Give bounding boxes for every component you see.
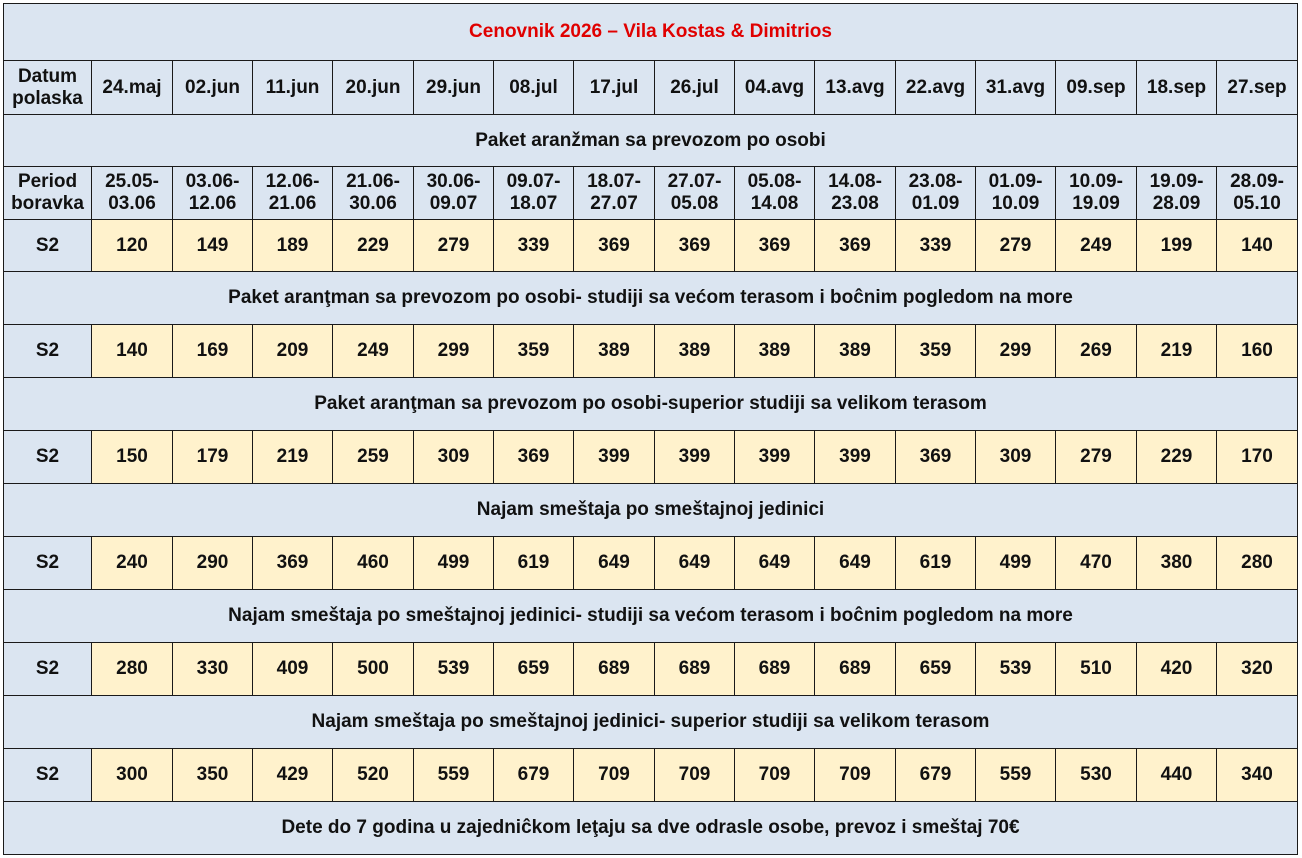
price-cell: 369 bbox=[735, 220, 815, 272]
period-row bbox=[4, 167, 1298, 220]
price-cell: 530 bbox=[1056, 749, 1137, 802]
price-cell: 369 bbox=[655, 220, 735, 272]
period-cell bbox=[1137, 167, 1217, 220]
price-cell: 359 bbox=[494, 325, 574, 378]
price-cell: 689 bbox=[735, 643, 815, 696]
price-cell: 280 bbox=[1217, 537, 1298, 590]
period-label bbox=[4, 167, 92, 220]
price-cell: 330 bbox=[173, 643, 253, 696]
price-cell: 320 bbox=[1217, 643, 1298, 696]
departure-date-cell: 08.jul bbox=[494, 61, 574, 115]
period-cell bbox=[976, 167, 1056, 220]
period-cell bbox=[735, 167, 815, 220]
footnote-row bbox=[4, 802, 1298, 855]
departure-date-cell: 22.avg bbox=[896, 61, 976, 115]
section-heading-row bbox=[4, 484, 1298, 537]
period-end: 19.09 bbox=[1072, 193, 1120, 214]
price-cell: 709 bbox=[655, 749, 735, 802]
price-cell: 249 bbox=[1056, 220, 1137, 272]
period-cell bbox=[173, 167, 253, 220]
period-start: 12.06- bbox=[265, 171, 320, 192]
price-cell: 219 bbox=[253, 431, 333, 484]
price-cell: 199 bbox=[1137, 220, 1217, 272]
period-label-line-1: Period bbox=[17, 171, 78, 192]
page-title: Cenovnik 2026 – Vila Kostas & Dimitrios bbox=[4, 4, 1298, 61]
price-cell: 539 bbox=[976, 643, 1056, 696]
price-cell: 709 bbox=[815, 749, 896, 802]
price-cell: 299 bbox=[976, 325, 1056, 378]
price-cell: 649 bbox=[815, 537, 896, 590]
departure-date-cell: 20.jun bbox=[333, 61, 414, 115]
price-cell: 280 bbox=[92, 643, 173, 696]
price-cell: 300 bbox=[92, 749, 173, 802]
price-cell: 409 bbox=[253, 643, 333, 696]
price-cell: 189 bbox=[253, 220, 333, 272]
departure-label-line-2: polaska bbox=[12, 87, 83, 109]
period-end: 05.10 bbox=[1233, 193, 1281, 214]
price-table bbox=[3, 3, 1298, 855]
price-cell: 229 bbox=[1137, 431, 1217, 484]
period-cell bbox=[333, 167, 414, 220]
price-cell: 679 bbox=[494, 749, 574, 802]
price-cell: 619 bbox=[494, 537, 574, 590]
departure-date-cell: 09.sep bbox=[1056, 61, 1137, 115]
price-row bbox=[4, 325, 1298, 378]
period-end: 09.07 bbox=[429, 193, 478, 214]
room-type-label: S2 bbox=[4, 537, 92, 590]
footnote: Dete do 7 godina u zajedniĉkom leţaju sa dve odrasle osobe, prevoz i smeštaj 70€ bbox=[4, 802, 1298, 855]
price-cell: 249 bbox=[333, 325, 414, 378]
price-cell: 350 bbox=[173, 749, 253, 802]
period-cell bbox=[1217, 167, 1298, 220]
price-cell: 389 bbox=[655, 325, 735, 378]
period-start: 03.06- bbox=[185, 171, 240, 192]
price-cell: 369 bbox=[815, 220, 896, 272]
price-cell: 160 bbox=[1217, 325, 1298, 378]
price-cell: 679 bbox=[896, 749, 976, 802]
period-start: 09.07- bbox=[506, 171, 561, 192]
price-cell: 420 bbox=[1137, 643, 1217, 696]
period-end: 01.09 bbox=[911, 193, 960, 214]
period-cell bbox=[574, 167, 655, 220]
section-heading-row bbox=[4, 378, 1298, 431]
price-cell: 279 bbox=[414, 220, 494, 272]
departure-date-cell: 17.jul bbox=[574, 61, 655, 115]
price-cell: 559 bbox=[414, 749, 494, 802]
period-end: 10.09 bbox=[991, 193, 1040, 214]
period-cell bbox=[655, 167, 735, 220]
price-cell: 649 bbox=[735, 537, 815, 590]
period-end: 30.06 bbox=[349, 193, 397, 214]
section-heading-row bbox=[4, 696, 1298, 749]
price-cell: 399 bbox=[735, 431, 815, 484]
price-cell: 229 bbox=[333, 220, 414, 272]
section-heading: Najam smeštaja po smeštajnoj jedinici bbox=[4, 484, 1298, 537]
price-cell: 120 bbox=[92, 220, 173, 272]
title-row bbox=[4, 4, 1298, 61]
price-cell: 259 bbox=[333, 431, 414, 484]
price-cell: 389 bbox=[735, 325, 815, 378]
price-cell: 279 bbox=[976, 220, 1056, 272]
departure-date-cell: 27.sep bbox=[1217, 61, 1298, 115]
price-cell: 279 bbox=[1056, 431, 1137, 484]
departure-date-cell: 02.jun bbox=[173, 61, 253, 115]
price-cell: 299 bbox=[414, 325, 494, 378]
price-row bbox=[4, 643, 1298, 696]
period-end: 03.06 bbox=[108, 193, 156, 214]
price-cell: 340 bbox=[1217, 749, 1298, 802]
price-cell: 369 bbox=[253, 537, 333, 590]
price-cell: 399 bbox=[655, 431, 735, 484]
departure-date-cell: 11.jun bbox=[253, 61, 333, 115]
period-start: 25.05- bbox=[105, 171, 159, 192]
price-cell: 689 bbox=[655, 643, 735, 696]
period-start: 28.09- bbox=[1230, 171, 1284, 192]
period-end: 14.08 bbox=[750, 193, 799, 214]
price-cell: 359 bbox=[896, 325, 976, 378]
room-type-label: S2 bbox=[4, 643, 92, 696]
period-end: 28.09 bbox=[1152, 193, 1201, 214]
section-heading: Paket aranţman sa prevozom po osobi- studiji sa većom terasom i boĉnim pogledom na more bbox=[4, 272, 1298, 325]
room-type-label: S2 bbox=[4, 220, 92, 272]
price-cell: 499 bbox=[414, 537, 494, 590]
price-cell: 399 bbox=[574, 431, 655, 484]
period-end: 05.08 bbox=[670, 193, 719, 214]
period-start: 27.07- bbox=[667, 171, 722, 192]
departure-date-cell: 04.avg bbox=[735, 61, 815, 115]
period-end: 21.06 bbox=[268, 193, 317, 214]
departure-label-line-1: Datum bbox=[17, 65, 78, 87]
price-cell: 460 bbox=[333, 537, 414, 590]
departure-date-cell: 31.avg bbox=[976, 61, 1056, 115]
section-heading: Paket aranţman sa prevozom po osobi-superior studiji sa velikom terasom bbox=[4, 378, 1298, 431]
price-cell: 539 bbox=[414, 643, 494, 696]
price-cell: 649 bbox=[574, 537, 655, 590]
period-start: 10.09- bbox=[1069, 171, 1123, 192]
price-row bbox=[4, 220, 1298, 272]
period-cell bbox=[414, 167, 494, 220]
section-heading: Paket aranžman sa prevozom po osobi bbox=[4, 115, 1298, 167]
price-cell: 659 bbox=[494, 643, 574, 696]
price-cell: 709 bbox=[735, 749, 815, 802]
room-type-label: S2 bbox=[4, 431, 92, 484]
price-cell: 140 bbox=[1217, 220, 1298, 272]
period-start: 23.08- bbox=[908, 171, 963, 192]
period-end: 23.08 bbox=[831, 193, 879, 214]
price-cell: 559 bbox=[976, 749, 1056, 802]
departure-label bbox=[4, 61, 92, 115]
period-cell bbox=[815, 167, 896, 220]
price-cell: 150 bbox=[92, 431, 173, 484]
price-cell: 429 bbox=[253, 749, 333, 802]
price-cell: 499 bbox=[976, 537, 1056, 590]
period-cell bbox=[1056, 167, 1137, 220]
section-heading: Najam smeštaja po smeštajnoj jedinici- studiji sa većom terasom i boĉnim pogledom na more bbox=[4, 590, 1298, 643]
period-end: 12.06 bbox=[188, 193, 237, 214]
price-cell: 290 bbox=[173, 537, 253, 590]
price-cell: 369 bbox=[494, 431, 574, 484]
price-cell: 470 bbox=[1056, 537, 1137, 590]
price-cell: 500 bbox=[333, 643, 414, 696]
price-row bbox=[4, 749, 1298, 802]
section-heading-row bbox=[4, 272, 1298, 325]
price-row bbox=[4, 431, 1298, 484]
period-start: 30.06- bbox=[426, 171, 481, 192]
price-cell: 179 bbox=[173, 431, 253, 484]
price-cell: 140 bbox=[92, 325, 173, 378]
price-cell: 369 bbox=[896, 431, 976, 484]
period-end: 18.07 bbox=[509, 193, 558, 214]
period-cell bbox=[896, 167, 976, 220]
period-start: 01.09- bbox=[988, 171, 1043, 192]
price-cell: 389 bbox=[574, 325, 655, 378]
period-label-line-2: boravka bbox=[11, 193, 84, 214]
price-cell: 240 bbox=[92, 537, 173, 590]
price-cell: 369 bbox=[574, 220, 655, 272]
period-start: 14.08- bbox=[828, 171, 882, 192]
section-heading: Najam smeštaja po smeštajnoj jedinici- superior studiji sa velikom terasom bbox=[4, 696, 1298, 749]
period-cell bbox=[92, 167, 173, 220]
price-cell: 149 bbox=[173, 220, 253, 272]
price-cell: 659 bbox=[896, 643, 976, 696]
price-cell: 619 bbox=[896, 537, 976, 590]
price-row bbox=[4, 537, 1298, 590]
price-cell: 170 bbox=[1217, 431, 1298, 484]
period-end: 27.07 bbox=[590, 193, 638, 214]
price-cell: 520 bbox=[333, 749, 414, 802]
section-heading-row bbox=[4, 115, 1298, 167]
price-cell: 309 bbox=[976, 431, 1056, 484]
departure-date-cell: 26.jul bbox=[655, 61, 735, 115]
price-cell: 209 bbox=[253, 325, 333, 378]
price-cell: 269 bbox=[1056, 325, 1137, 378]
price-cell: 399 bbox=[815, 431, 896, 484]
room-type-label: S2 bbox=[4, 325, 92, 378]
price-cell: 689 bbox=[574, 643, 655, 696]
period-start: 19.09- bbox=[1149, 171, 1204, 192]
section-heading-row bbox=[4, 590, 1298, 643]
price-cell: 440 bbox=[1137, 749, 1217, 802]
departure-date-cell: 18.sep bbox=[1137, 61, 1217, 115]
price-cell: 169 bbox=[173, 325, 253, 378]
price-cell: 510 bbox=[1056, 643, 1137, 696]
period-start: 05.08- bbox=[747, 171, 802, 192]
period-cell bbox=[253, 167, 333, 220]
price-cell: 649 bbox=[655, 537, 735, 590]
departure-row bbox=[4, 61, 1298, 115]
price-cell: 339 bbox=[494, 220, 574, 272]
departure-date-cell: 13.avg bbox=[815, 61, 896, 115]
period-start: 18.07- bbox=[587, 171, 641, 192]
price-cell: 709 bbox=[574, 749, 655, 802]
price-cell: 219 bbox=[1137, 325, 1217, 378]
price-cell: 339 bbox=[896, 220, 976, 272]
departure-date-cell: 29.jun bbox=[414, 61, 494, 115]
period-cell bbox=[494, 167, 574, 220]
price-cell: 389 bbox=[815, 325, 896, 378]
price-cell: 380 bbox=[1137, 537, 1217, 590]
period-start: 21.06- bbox=[346, 171, 400, 192]
price-cell: 689 bbox=[815, 643, 896, 696]
table-body bbox=[4, 4, 1298, 855]
price-cell: 309 bbox=[414, 431, 494, 484]
room-type-label: S2 bbox=[4, 749, 92, 802]
departure-date-cell: 24.maj bbox=[92, 61, 173, 115]
